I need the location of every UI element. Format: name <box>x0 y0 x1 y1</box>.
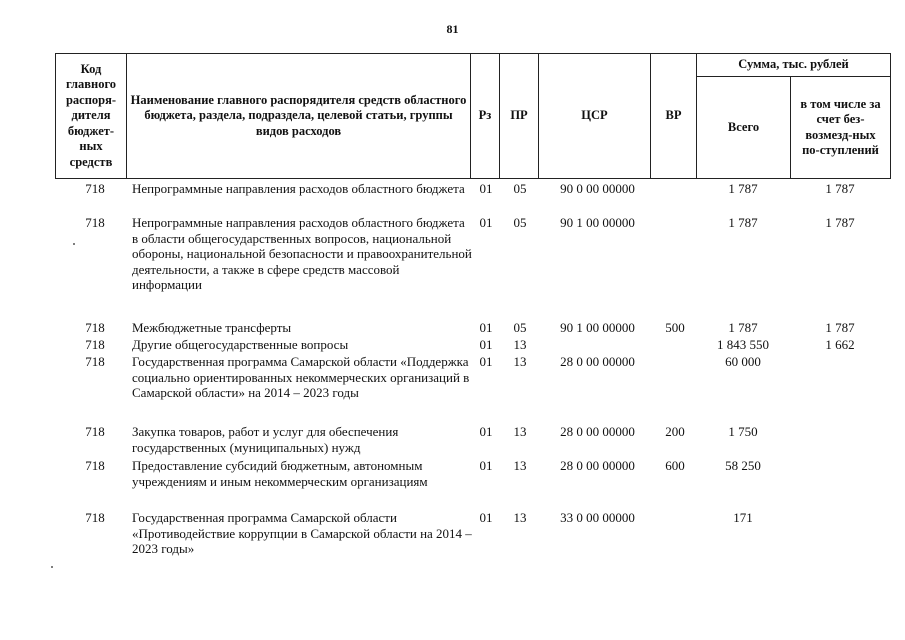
cell-rz: 01 <box>479 458 493 473</box>
header-sum: Сумма, тыс. рублей <box>696 53 891 77</box>
cell-name: Непрограммные направления расходов областного бюджета в области общегосударственных вопросов, национальной обороны, национальной безопасности и правоохранительной деятельности, а также в сфере средств массовой информации <box>132 215 472 292</box>
cell-vr: 600 <box>665 458 685 473</box>
cell-pr: 13 <box>513 458 527 473</box>
cell-kod: 718 <box>85 510 105 525</box>
cell-name: Непрограммные направления расходов областного бюджета <box>132 181 465 196</box>
cell-free: 1 787 <box>825 215 855 230</box>
cell-rz: 01 <box>479 424 493 439</box>
cell-pr: 13 <box>513 354 527 369</box>
header-vr: ВР <box>650 53 697 179</box>
cell-total: 171 <box>733 510 753 525</box>
cell-csr: 90 0 00 00000 <box>560 181 635 196</box>
cell-csr: 33 0 00 00000 <box>560 510 635 525</box>
cell-kod: 718 <box>85 458 105 473</box>
cell-total: 1 750 <box>728 424 758 439</box>
cell-kod: 718 <box>85 181 105 196</box>
cell-rz: 01 <box>479 354 493 369</box>
cell-kod: 718 <box>85 424 105 439</box>
cell-total: 1 787 <box>728 181 758 196</box>
cell-total: 1 787 <box>728 215 758 230</box>
cell-rz: 01 <box>479 510 493 525</box>
header-csr: ЦСР <box>538 53 651 179</box>
cell-pr: 05 <box>513 320 527 335</box>
cell-kod: 718 <box>85 337 105 352</box>
cell-csr: 90 1 00 00000 <box>560 215 635 230</box>
cell-pr: 05 <box>513 181 527 196</box>
cell-vr: 500 <box>665 320 685 335</box>
cell-pr: 05 <box>513 215 527 230</box>
header-name: Наименование главного распорядителя средств областного бюджета, раздела, подраздела, целевой статьи, группы видов расходов <box>126 53 471 179</box>
header-rz: Рз <box>470 53 500 179</box>
page-number: 81 <box>446 22 459 36</box>
cell-kod: 718 <box>85 354 105 369</box>
cell-rz: 01 <box>479 181 493 196</box>
header-pr: ПР <box>499 53 539 179</box>
cell-pr: 13 <box>513 424 527 439</box>
cell-csr: 28 0 00 00000 <box>560 424 635 439</box>
cell-total: 1 787 <box>728 320 758 335</box>
cell-rz: 01 <box>479 337 493 352</box>
cell-name: Межбюджетные трансферты <box>132 320 292 335</box>
cell-vr: 200 <box>665 424 685 439</box>
scan-speck <box>73 243 75 245</box>
cell-csr: 28 0 00 00000 <box>560 458 635 473</box>
header-kod: Код главного распоря-дителя бюджет-ных средств <box>55 53 127 179</box>
cell-rz: 01 <box>479 215 493 230</box>
cell-name: Предоставление субсидий бюджетным, автономным учреждениям и иным некоммерческим организациям <box>132 458 428 489</box>
cell-total: 58 250 <box>725 458 761 473</box>
cell-pr: 13 <box>513 510 527 525</box>
cell-kod: 718 <box>85 320 105 335</box>
cell-name: Государственная программа Самарской области «Поддержка социально ориентированных некоммерческих организаций в Самарской области» на 2014 – 2023 годы <box>132 354 470 400</box>
cell-total: 1 843 550 <box>717 337 769 352</box>
cell-rz: 01 <box>479 320 493 335</box>
header-free: в том числе за счет без-возмезд-ных по-ступлений <box>790 76 891 179</box>
cell-free: 1 787 <box>825 181 855 196</box>
cell-csr: 28 0 00 00000 <box>560 354 635 369</box>
cell-name: Закупка товаров, работ и услуг для обеспечения государственных (муниципальных) нужд <box>132 424 399 455</box>
header-total: Всего <box>696 76 791 179</box>
cell-free: 1 787 <box>825 320 855 335</box>
cell-name: Государственная программа Самарской области «Противодействие коррупции в Самарской области на 2014 – 2023 годы» <box>132 510 472 556</box>
cell-csr: 90 1 00 00000 <box>560 320 635 335</box>
cell-name: Другие общегосударственные вопросы <box>132 337 349 352</box>
cell-kod: 718 <box>85 215 105 230</box>
cell-free: 1 662 <box>825 337 855 352</box>
cell-pr: 13 <box>513 337 527 352</box>
cell-total: 60 000 <box>725 354 761 369</box>
scan-speck <box>51 566 53 568</box>
